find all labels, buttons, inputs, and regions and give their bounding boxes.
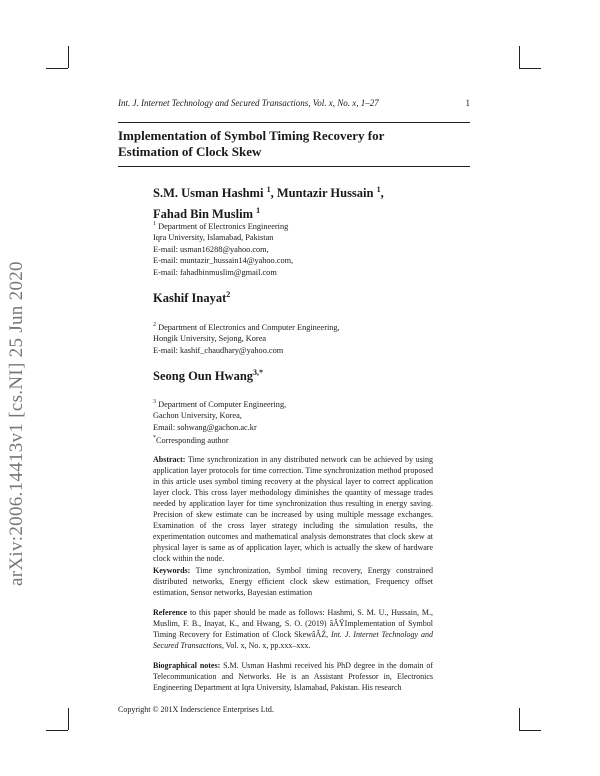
- abstract-label: Abstract:: [153, 455, 186, 464]
- affiliation-dept: Department of Computer Engineering,: [158, 399, 287, 409]
- affiliation-email: Email: sohwang@gachon.ac.kr: [153, 422, 257, 432]
- crop-mark: [519, 68, 541, 69]
- affiliation-mark: 1: [153, 221, 156, 227]
- author-name: S.M. Usman Hashmi: [153, 186, 264, 201]
- affiliation-1: [153, 219, 293, 278]
- crop-mark: [519, 708, 520, 730]
- author-affiliation-mark: 3,*: [253, 368, 264, 377]
- affiliation-email: E-mail: usman16288@yahoo.com,: [153, 244, 269, 254]
- author-name: Kashif Inayat: [153, 291, 227, 306]
- running-header: [118, 98, 470, 108]
- copyright-notice: Copyright © 201X Inderscience Enterprises Ltd.: [118, 705, 274, 714]
- abstract-text: Time synchronization in any distributed network can be achieved by using application layer protocols for time correction. Time synchronization method proposed in this article uses symbol timing recovery at the physical layer to correct application layer clock. This cross layer methodology diminishes the quantity of message trades needed by application layer for time synchronization thus resulting in energy saving. Precision of skew estimate can be increased by using multiple message exchanges. Examination of the cross layer strategy including the simulation results, the experimentation outcomes and mathematical analysis demonstrates that clock skew at physical layer is same as of application layer, which is actually the skew of hardware clock within the node.: [153, 455, 433, 563]
- corresponding-note: Corresponding author: [156, 436, 229, 446]
- crop-mark: [68, 46, 69, 68]
- affiliation-email: E-mail: kashif_chaudhary@yahoo.com: [153, 345, 284, 355]
- affiliation-mark: 3: [153, 399, 156, 405]
- crop-mark: [519, 730, 541, 731]
- bio-text: S.M. Usman Hashmi received his PhD degree in the domain of Telecommunication and Networks. He is an Assistant Professor in, Electronics Engineering Department at Iqra University, Islamabad, Pakistan. His research: [153, 661, 433, 692]
- reference-note: [153, 607, 433, 651]
- reference-text: to this paper should be made as follows: Hashmi, S. M. U., Hussain, M., Muslim, F. B., Inayat, K., and Hwang, S. O. (2019) âĂŸImplementation of Symbol Timing Recovery for Estimation of Clock SkewâĂŹ,: [153, 608, 434, 639]
- keywords: [153, 565, 433, 598]
- author-heading-hwang: [153, 368, 263, 384]
- affiliation-address: Hongik University, Sejong, Korea: [153, 334, 267, 344]
- affiliation-mark: 2: [153, 322, 156, 328]
- affiliation-email: E-mail: muntazir_hussain14@yahoo.com,: [153, 256, 294, 266]
- author-affiliation-mark: 1: [266, 185, 271, 194]
- page-number: 1: [465, 98, 470, 108]
- affiliation-address: Iqra University, Islamabad, Pakistan: [153, 233, 274, 243]
- reference-label: Reference: [153, 608, 188, 617]
- reference-volume: , Vol. x, No. x, pp.xxx–xxx.: [221, 641, 311, 650]
- keywords-label: Keywords:: [153, 566, 191, 575]
- biographical-notes: [153, 660, 433, 693]
- author-affiliation-mark: 2: [226, 290, 231, 299]
- reference-journal: Int. J. Internet Technology and Secured Transactions: [153, 630, 434, 650]
- author-name: Seong Oun Hwang: [153, 369, 254, 384]
- title-line-1: Implementation of Symbol Timing Recovery for: [118, 128, 385, 143]
- affiliation-email: E-mail: fahadbinmuslim@gmail.com: [153, 267, 277, 277]
- affiliation-dept: Department of Electronics and Computer Engineering,: [158, 322, 340, 332]
- author-affiliation-mark: 1: [256, 206, 261, 216]
- bio-label: Biographical notes:: [153, 661, 221, 670]
- author-name: Muntazir Hussain: [276, 186, 374, 201]
- affiliation-address: Gachon University, Korea,: [153, 411, 242, 421]
- affiliation-dept: Department of Electronics Engineering: [158, 221, 289, 231]
- title-bottom-rule: [118, 166, 470, 167]
- corresponding-mark: *: [153, 435, 156, 442]
- affiliation-2: [153, 320, 340, 356]
- abstract: [153, 454, 433, 564]
- title-top-rule: [118, 122, 470, 123]
- author-list: S.M. Usman Hashmi $^1$, Muntazir Hussain $^1$, Fahad Bin Muslim $^1$: [153, 185, 384, 222]
- crop-mark: [46, 68, 68, 69]
- affiliation-3: [153, 397, 286, 447]
- author-heading-inayat: [153, 290, 230, 306]
- crop-mark: [68, 708, 69, 730]
- crop-mark: [46, 730, 68, 731]
- journal-citation: Int. J. Internet Technology and Secured Transactions, Vol. x, No. x, 1–27: [118, 98, 379, 108]
- author-name: Fahad Bin Muslim: [153, 207, 254, 222]
- author-affiliation-mark: 1: [376, 185, 381, 194]
- title-line-2: Estimation of Clock Skew: [118, 144, 262, 159]
- arxiv-stamp: arXiv:2006.14413v1 [cs.NI] 25 Jun 2020: [6, 261, 27, 586]
- keywords-text: Time synchronization, Symbol timing recovery, Energy constrained distributed networks, Energy efficient clock skew estimation, Frequency offset estimation, Sensor networks, Bayesian estimation: [153, 566, 434, 597]
- paper-title: [118, 128, 470, 160]
- crop-mark: [519, 46, 520, 68]
